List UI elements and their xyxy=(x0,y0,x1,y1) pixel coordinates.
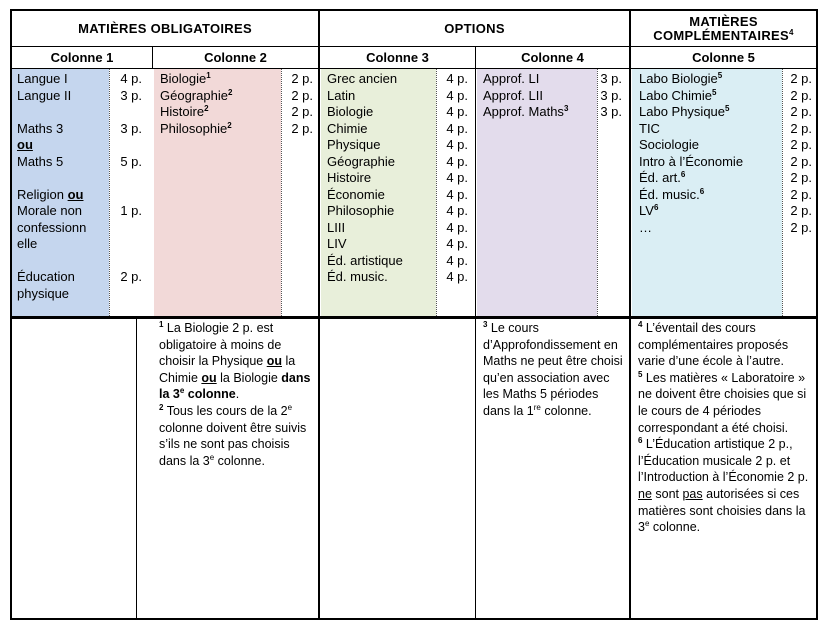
header-complementary xyxy=(631,11,816,46)
colheader-5: Colonne 5 xyxy=(692,50,755,65)
subject-periods: 4 p. xyxy=(446,120,468,136)
col1-col2-notes-line xyxy=(136,316,137,620)
subject-name: … xyxy=(639,219,652,235)
subject-periods: 2 p. xyxy=(790,186,812,202)
subject-periods: 3 p. xyxy=(600,87,622,103)
subject-name: Intro à l’Économie xyxy=(639,153,744,169)
subject-periods: 2 p. xyxy=(790,120,812,136)
subject-periods: 4 p. xyxy=(446,236,468,251)
colheader-3: Colonne 3 xyxy=(366,50,429,65)
border-left xyxy=(10,9,12,620)
subject-name: Physique xyxy=(327,137,381,152)
footnote-mark: 5 xyxy=(712,87,717,97)
footnote-mark: 5 xyxy=(717,71,723,80)
subject-name: physique xyxy=(17,286,70,301)
subject-periods: 2 p. xyxy=(790,170,812,185)
subject-periods: 2 p. xyxy=(790,104,812,119)
subject-name: Géographie$^2$ xyxy=(160,87,233,103)
subject-periods: 2 p. xyxy=(790,153,812,169)
col3-col4-line xyxy=(475,46,476,620)
subject-name: Sociologie xyxy=(639,137,699,152)
subject-name: Latin xyxy=(327,87,356,103)
subject-periods: 3 p. xyxy=(120,88,142,103)
footnote-2: $^2$ Tous les cours de la 2e colonne doivent être suivis s’ils ne sont pas choisis dans la 3e colonne. xyxy=(159,402,307,468)
subject-name: Grec ancien xyxy=(327,71,398,86)
subject-name: Chimie xyxy=(327,120,368,136)
subject-name xyxy=(17,187,83,204)
subject-periods: 5 p. xyxy=(120,154,142,169)
religion-label: Religion xyxy=(17,187,68,202)
subject-periods: 2 p. xyxy=(790,71,812,86)
subject-periods: 3 p. xyxy=(120,121,142,136)
subject-periods: 4 p. xyxy=(120,71,142,86)
footnote-5: $^5$ Les matières « Laboratoire » ne doivent être choisies que si le cours de 4 périodes correspondant a été choisi. xyxy=(638,369,807,435)
subject-name: elle xyxy=(17,236,38,251)
col1-dots xyxy=(109,69,110,316)
footnote-mark: 5 xyxy=(725,104,730,113)
colheader-1: Colonne 1 xyxy=(50,50,114,65)
subject-periods: 2 p. xyxy=(790,203,812,218)
subject-name: Histoire$^2$ xyxy=(160,104,209,119)
subject-name: LIV xyxy=(327,236,347,251)
footnote-mark: 2 xyxy=(227,87,233,97)
subject-periods: 4 p. xyxy=(446,186,468,202)
footnote-4: $^4$ L’éventail des cours complémentaires proposés varie d’une école à l’autre. xyxy=(638,320,789,369)
body-divider xyxy=(10,316,818,319)
subject-periods: 1 p. xyxy=(120,203,142,218)
footnote-mark: 2 xyxy=(227,120,232,130)
border-bottom xyxy=(10,618,818,620)
subject-name: Éd. art.$^6$ xyxy=(639,170,686,185)
subject-periods: 4 p. xyxy=(446,137,468,152)
footnote-mark: 6 xyxy=(680,170,686,179)
subject-periods: 4 p. xyxy=(446,87,468,103)
footnote-mark: 1 xyxy=(206,71,211,80)
border-right xyxy=(816,9,818,620)
subject-periods: 2 p. xyxy=(291,87,313,103)
subject-name: Langue I xyxy=(17,71,68,86)
or-label: ou xyxy=(17,137,33,152)
header-complementary-text: MATIÈRES COMPLÉMENTAIRES xyxy=(653,13,789,43)
note-col5 xyxy=(638,320,813,536)
subject-name: LIII xyxy=(327,219,346,235)
colheader-4: Colonne 4 xyxy=(521,50,584,65)
col3-dots xyxy=(436,69,437,316)
subject-periods: 4 p. xyxy=(446,153,468,169)
subject-name: Biologie$^1$ xyxy=(160,71,211,86)
subject-name: Approf. LI xyxy=(483,71,540,86)
subject-name: Philosophie$^2$ xyxy=(160,120,232,136)
subject-periods: 4 p. xyxy=(446,252,468,268)
group-line-2 xyxy=(629,9,631,620)
subject-name: Éd. music.$^6$ xyxy=(639,186,705,202)
subject-periods: 4 p. xyxy=(446,170,468,185)
subject-name: Labo Chimie$^5$ xyxy=(639,87,717,103)
footnote-1: $^1$ La Biologie 2 p. est obligatoire à moins de choisir la Physique ou la Chimie ou la Biologie dans la 3e colonne. xyxy=(159,320,311,402)
subject-name: Langue II xyxy=(17,88,72,103)
subject-periods: 4 p. xyxy=(446,219,468,235)
footnote-mark: 2 xyxy=(204,104,209,113)
footnote-6: $^6$ L’Éducation artistique 2 p., l’Éducation musicale 2 p. et l’Introduction à l’Économie 2 p. ne sont pas autorisées si ces matières sont choisies dans la 3e colonne. xyxy=(638,436,809,535)
col2-dots xyxy=(281,69,282,316)
footnote-3: $^3$ Le cours d’Approfondissement en Maths ne peut être choisi qu’en association avec les Maths 5 périodes dans la 1re colonne. xyxy=(483,320,623,418)
subject-periods: 3 p. xyxy=(600,71,622,86)
subject-name: Maths 3 xyxy=(17,121,64,136)
note-col4 xyxy=(483,320,623,420)
subject-name: Philosophie xyxy=(327,203,395,218)
subject-periods: 2 p. xyxy=(291,104,313,119)
footnote-mark: 6 xyxy=(653,203,659,212)
subject-name: Approf. Maths$^3$ xyxy=(483,104,569,119)
footnote-mark: 3 xyxy=(563,104,569,113)
or-label: ou xyxy=(67,187,84,202)
footnote-mark: 6 xyxy=(699,186,705,196)
subject-periods: 4 p. xyxy=(446,71,468,86)
subject-name: Éducation xyxy=(17,269,75,284)
group-line-1 xyxy=(318,9,320,620)
subject-name: Maths 5 xyxy=(17,154,64,169)
note-col2 xyxy=(159,320,314,469)
subject-name: Histoire xyxy=(327,170,372,185)
subject-periods: 2 p. xyxy=(120,269,142,284)
subject-periods: 2 p. xyxy=(790,219,812,235)
subject-name: TIC xyxy=(639,120,660,136)
header-options: OPTIONS xyxy=(444,20,505,36)
subject-name: Biologie xyxy=(327,104,374,119)
colheader-2: Colonne 2 xyxy=(204,50,267,65)
subject-name: Approf. LII xyxy=(483,87,543,103)
subject-periods: 2 p. xyxy=(291,71,313,86)
subject-name: confessionn xyxy=(17,220,87,235)
subject-periods: 4 p. xyxy=(446,203,468,218)
colheader-divider xyxy=(10,68,818,69)
header-complementary-mark: 4 xyxy=(788,27,794,37)
subject-periods: 2 p. xyxy=(291,120,313,136)
subject-name: $LV^6$ xyxy=(639,203,659,218)
header-mandatory: MATIÈRES OBLIGATOIRES xyxy=(78,20,252,36)
subject-periods: 2 p. xyxy=(790,87,812,103)
subject-name: Géographie xyxy=(327,153,395,169)
subject-name: Morale non xyxy=(17,203,83,218)
subject-name: Labo Biologie$^5$ xyxy=(639,71,723,86)
subject-name: Économie xyxy=(327,186,385,202)
subject-periods: 4 p. xyxy=(446,104,468,119)
subject-periods: 4 p. xyxy=(446,269,468,284)
subject-periods: 2 p. xyxy=(790,137,812,152)
subject-periods: 3 p. xyxy=(600,104,622,119)
subject-name: Éd. music. xyxy=(327,269,388,284)
subject-name: Éd. artistique xyxy=(327,252,403,268)
subject-name: Labo Physique$^5$ xyxy=(639,104,730,119)
